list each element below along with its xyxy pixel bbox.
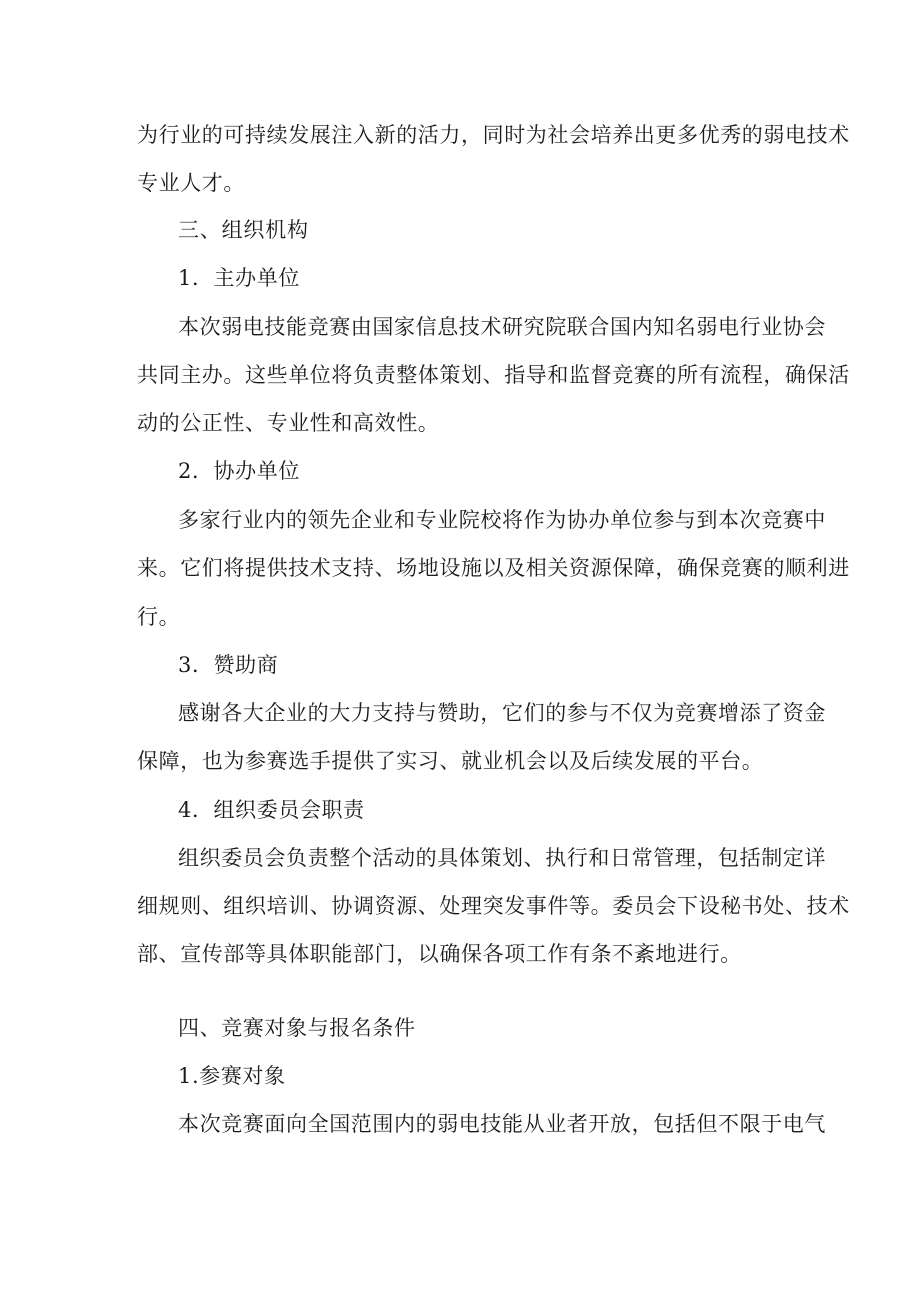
subsection-heading: 3．赞助商	[178, 653, 279, 677]
section-heading: 三、组织机构	[178, 218, 309, 242]
paragraph-line: 来。它们将提供技术支持、场地设施以及相关资源保障，确保竞赛的顺利进	[137, 556, 850, 580]
paragraph-line: 行。	[137, 605, 181, 629]
subsection-heading: 2．协办单位	[178, 459, 300, 483]
paragraph-line: 本次弱电技能竞赛由国家信息技术研究院联合国内知名弱电行业协会	[178, 315, 826, 339]
paragraph-line: 细规则、组织培训、协调资源、处理突发事件等。委员会下设秘书处、技术	[137, 894, 850, 918]
subsection-heading: 1．主办单位	[178, 266, 300, 290]
paragraph-line: 组织委员会负责整个活动的具体策划、执行和日常管理，包括制定详	[178, 846, 826, 870]
paragraph-line: 为行业的可持续发展注入新的活力，同时为社会培养出更多优秀的弱电技术	[137, 123, 850, 147]
paragraph-line: 动的公正性、专业性和高效性。	[137, 411, 440, 435]
subsection-heading: 4．组织委员会职责	[178, 798, 365, 822]
paragraph-line: 部、宣传部等具体职能部门，以确保各项工作有条不紊地进行。	[137, 942, 742, 966]
paragraph-line: 保障，也为参赛选手提供了实习、就业机会以及后续发展的平台。	[137, 749, 764, 773]
paragraph-line: 共同主办。这些单位将负责整体策划、指导和监督竞赛的所有流程，确保活	[137, 363, 850, 387]
paragraph-line: 多家行业内的领先企业和专业院校将作为协办单位参与到本次竞赛中	[178, 508, 826, 532]
section-heading: 四、竞赛对象与报名条件	[178, 1016, 416, 1040]
paragraph-line: 感谢各大企业的大力支持与赞助，它们的参与不仅为竞赛增添了资金	[178, 701, 826, 725]
paragraph-line: 本次竞赛面向全国范围内的弱电技能从业者开放，包括但不限于电气	[178, 1112, 826, 1136]
subsection-heading: 1.参赛对象	[178, 1064, 286, 1088]
paragraph-line: 专业人才。	[137, 171, 245, 195]
